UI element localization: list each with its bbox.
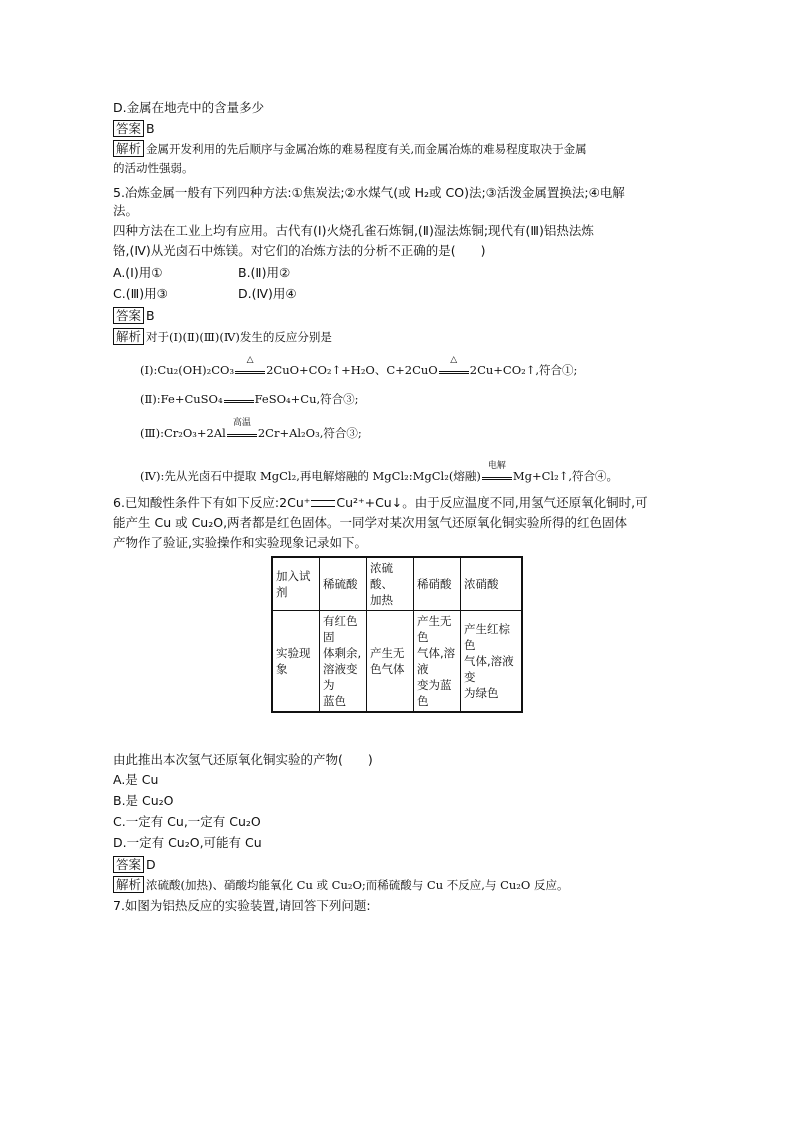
experiment-table [271,556,523,713]
q6-stem-part-a: 6.已知酸性条件下有如下反应:2Cu⁺ [113,495,311,510]
q6-option-b: B.是 Cu₂O [113,793,174,808]
equals-arrow [482,461,512,482]
analysis-label: 解析 [113,140,144,157]
answer-label: 答案 [113,120,144,137]
q6-stem-part-b: Cu²⁺+Cu↓。由于反应温度不同,用氢气还原氧化铜时,可 [336,495,648,510]
table-header-cell: 稀硫酸 [320,557,367,611]
equals-arrow [227,418,257,439]
q5-option-b: B.(Ⅱ)用② [238,265,291,280]
q6-analysis-row [113,876,569,893]
table-header-row [272,557,522,611]
analysis-label: 解析 [113,328,144,345]
equals-arrow [224,395,254,405]
answer-value: B [146,121,155,136]
heat-condition: △ [246,355,254,365]
table-header-cell: 浓硝酸 [461,557,523,611]
q5-option-c: C.(Ⅲ)用③ [113,286,168,301]
q4-analysis-line2: 的活动性强弱。 [113,161,194,175]
eq4-left: (Ⅳ):先从光卤石中提取 MgCl₂,再电解熔融的 MgCl₂:MgCl₂(熔融) [140,469,481,483]
q6-answer-row [113,856,156,873]
equation-4 [140,461,618,484]
heat-condition: △ [450,355,458,365]
q6-stem-line2: 能产生 Cu 或 Cu₂O,两者都是红色固体。一同学对某次用氢气还原氧化铜实验所得的红色固体 [113,515,628,530]
q4-analysis-row [113,140,587,157]
q4-option-d: D.金属在地壳中的含量多少 [113,100,265,115]
electrolysis-condition: 电解 [487,461,506,471]
equals-arrow [235,355,265,376]
table-header-cell: 加入试 剂 [272,557,320,611]
table-cell: 有红色 固 体剩余, 溶液变 为 蓝色 [320,611,367,713]
q7-stem: 7.如图为铝热反应的实验装置,请回答下列问题: [113,898,371,913]
eq1-left: (Ⅰ):Cu₂(OH)₂CO₃ [140,363,235,377]
high-temp-condition: 高温 [232,418,251,428]
q6-option-a: A.是 Cu [113,772,159,787]
eq3-right: 2Cr+Al₂O₃,符合③; [257,426,362,440]
equation-1 [140,355,578,378]
table-cell: 产生红棕 色 气体,溶液 变 为绿色 [461,611,523,713]
q5-option-a: A.(Ⅰ)用① [113,265,163,280]
equals-arrow [439,355,469,376]
q5-stem-line4: 铬,(Ⅳ)从光卤石中炼镁。对它们的冶炼方法的分析不正确的是( ) [113,243,486,258]
analysis-text: 浓硫酸(加热)、硝酸均能氧化 Cu 或 Cu₂O;而稀硫酸与 Cu 不反应,与 Cu₂O 反应。 [146,878,569,892]
answer-value: B [146,308,155,323]
answer-value: D [146,857,156,872]
eq1-mid: 2CuO+CO₂↑+H₂O、C+2CuO [266,363,438,377]
q6-option-d: D.一定有 Cu₂O,可能有 Cu [113,835,262,850]
q4-answer-row [113,120,155,137]
table-cell: 产生无 色气体 [367,611,414,713]
q6-option-c: C.一定有 Cu,一定有 Cu₂O [113,814,261,829]
q5-stem-line2: 法。 [113,203,139,218]
eq2-left: (Ⅱ):Fe+CuSO₄ [140,392,223,406]
analysis-text: 金属开发利用的先后顺序与金属冶炼的难易程度有关,而金属冶炼的难易程度取决于金属 [146,142,587,156]
q6-question: 由此推出本次氢气还原氧化铜实验的产物( ) [113,752,373,767]
table-row [272,611,522,713]
answer-label: 答案 [113,307,144,324]
q5-analysis-row [113,328,332,345]
table-cell: 实验现 象 [272,611,320,713]
equals-sign [311,500,335,507]
q5-option-d: D.(Ⅳ)用④ [238,286,297,301]
q5-answer-row [113,307,155,324]
analysis-label: 解析 [113,876,144,893]
eq3-left: (Ⅲ):Cr₂O₃+2Al [140,426,226,440]
eq2-right: FeSO₄+Cu,符合③; [254,392,359,406]
equation-2 [140,391,359,407]
equation-3 [140,418,362,441]
table-cell: 产生无 色 气体,溶 液 变为蓝 色 [414,611,461,713]
table-header-cell: 稀硝酸 [414,557,461,611]
q6-stem-line3: 产物作了验证,实验操作和实验现象记录如下。 [113,535,367,550]
eq1-right: 2Cu+CO₂↑,符合①; [469,363,578,377]
q5-stem-line1: 5.冶炼金属一般有下列四种方法:①焦炭法;②水煤气(或 H₂或 CO)法;③活泼金属置换法;④电解 [113,185,625,200]
q6-stem-line1 [113,495,648,511]
eq4-right: Mg+Cl₂↑,符合④。 [512,469,618,483]
q5-stem-line3: 四种方法在工业上均有应用。古代有(Ⅰ)火烧孔雀石炼铜,(Ⅱ)湿法炼铜;现代有(Ⅲ)铝热法炼 [113,223,594,238]
answer-label: 答案 [113,856,144,873]
table-header-cell: 浓硫酸、 加热 [367,557,414,611]
analysis-intro: 对于(Ⅰ)(Ⅱ)(Ⅲ)(Ⅳ)发生的反应分别是 [146,330,332,344]
